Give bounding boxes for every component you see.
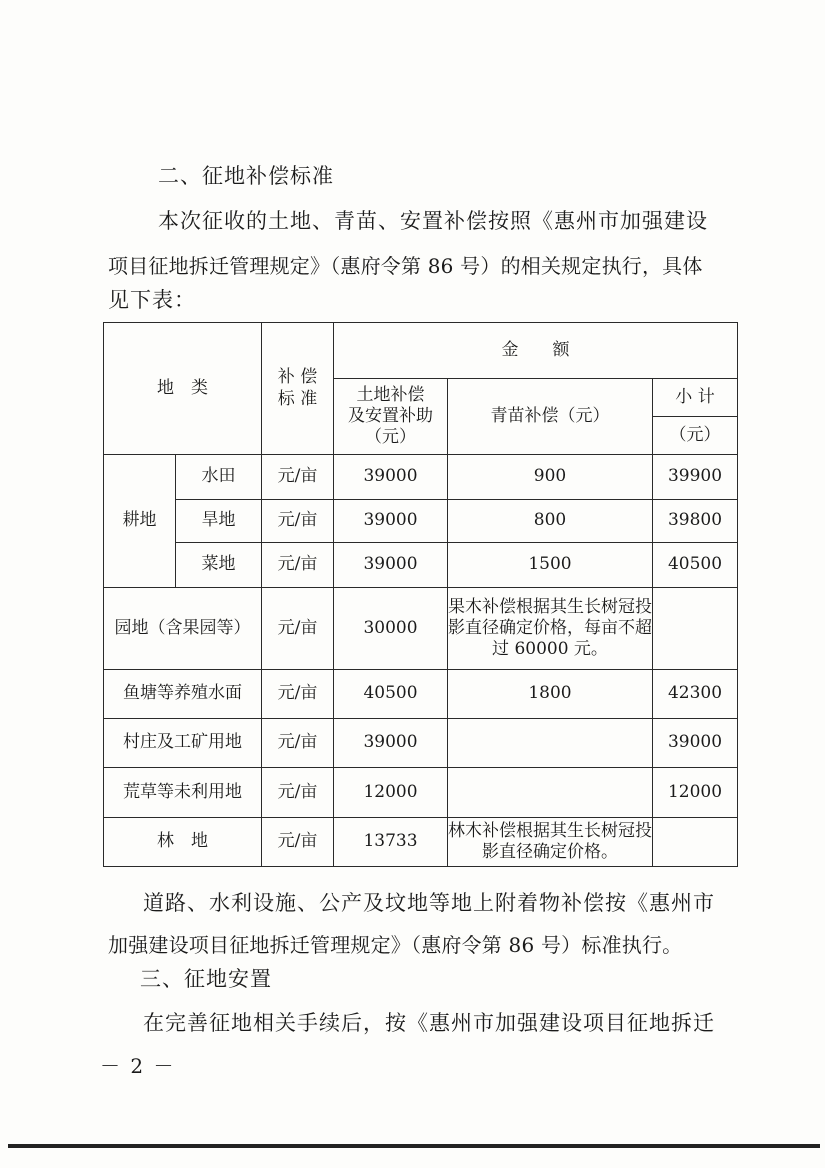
unit-cell: 元/亩 [262,588,334,670]
table-row [104,455,738,500]
land-compensation-cell: 39000 [334,543,448,588]
crop-compensation-note: 果木补偿根据其生长树冠投影直径确定价格，每亩不超过 60000 元。 [448,588,653,670]
subtotal-cell: 39900 [653,455,738,500]
land-type-cell: 荒草等未利用地 [104,768,262,818]
table-row [104,818,738,867]
header-amount: 金 额 [334,323,738,379]
farmland-group-cell: 耕地 [104,455,176,588]
table-row [104,543,738,588]
section2-heading: 二、征地补偿标准 [158,164,334,188]
crop-compensation-cell [448,768,653,818]
crop-compensation-cell: 900 [448,455,653,500]
compensation-table [103,322,738,867]
subtotal-cell: 42300 [653,670,738,719]
land-type-cell: 水田 [176,455,262,500]
table-row [104,719,738,768]
table-header-row [104,323,738,379]
land-compensation-cell: 13733 [334,818,448,867]
unit-cell: 元/亩 [262,543,334,588]
land-type-cell: 村庄及工矿用地 [104,719,262,768]
unit-cell: 元/亩 [262,670,334,719]
table-row [104,768,738,818]
crop-compensation-cell: 800 [448,500,653,543]
section3-line1: 在完善征地相关手续后，按《惠州市加强建设项目征地拆迁 [143,1011,715,1035]
after-table-line2: 加强建设项目征地拆迁管理规定》（惠府令第 86 号）标准执行。 [108,933,683,957]
after-table-line1: 道路、水利设施、公产及坟地等地上附着物补偿按《惠州市 [143,891,715,915]
land-compensation-cell: 39000 [334,500,448,543]
land-compensation-cell: 39000 [334,719,448,768]
bottom-edge-rule [8,1144,820,1148]
subtotal-cell: 39000 [653,719,738,768]
crop-compensation-cell: 1800 [448,670,653,719]
subtotal-cell: 12000 [653,768,738,818]
subtotal-cell: 40500 [653,543,738,588]
unit-cell: 元/亩 [262,500,334,543]
section2-intro-line1: 本次征收的土地、青苗、安置补偿按照《惠州市加强建设 [158,209,708,233]
crop-compensation-cell [448,719,653,768]
section2-intro-line3: 见下表： [108,288,196,312]
header-subtotal-unit: （元） [653,417,738,455]
unit-cell: 元/亩 [262,818,334,867]
table-row [104,500,738,543]
subtotal-cell [653,588,738,670]
header-land-compensation: 土地补偿 及安置补助 （元） [334,379,448,455]
land-type-cell: 园地（含果园等） [104,588,262,670]
section2-intro-line2: 项目征地拆迁管理规定》（惠府令第 86 号）的相关规定执行，具体 [108,254,703,278]
table-row [104,588,738,670]
table-row [104,670,738,719]
page-number: － 2 － [100,1054,176,1078]
land-compensation-cell: 40500 [334,670,448,719]
unit-cell: 元/亩 [262,768,334,818]
subtotal-cell: 39800 [653,500,738,543]
land-type-cell: 鱼塘等养殖水面 [104,670,262,719]
crop-compensation-note: 林木补偿根据其生长树冠投影直径确定价格。 [448,818,653,867]
unit-cell: 元/亩 [262,719,334,768]
subtotal-cell [653,818,738,867]
land-compensation-cell: 39000 [334,455,448,500]
crop-compensation-cell: 1500 [448,543,653,588]
header-standard: 补 偿 标 准 [262,323,334,455]
land-type-cell: 林 地 [104,818,262,867]
land-compensation-cell: 30000 [334,588,448,670]
header-crop-compensation: 青苗补偿（元） [448,379,653,455]
land-type-cell: 菜地 [176,543,262,588]
land-compensation-cell: 12000 [334,768,448,818]
land-type-cell: 旱地 [176,500,262,543]
unit-cell: 元/亩 [262,455,334,500]
section3-heading: 三、征地安置 [140,967,272,991]
header-subtotal: 小 计 [653,379,738,417]
header-land-type: 地 类 [104,323,262,455]
